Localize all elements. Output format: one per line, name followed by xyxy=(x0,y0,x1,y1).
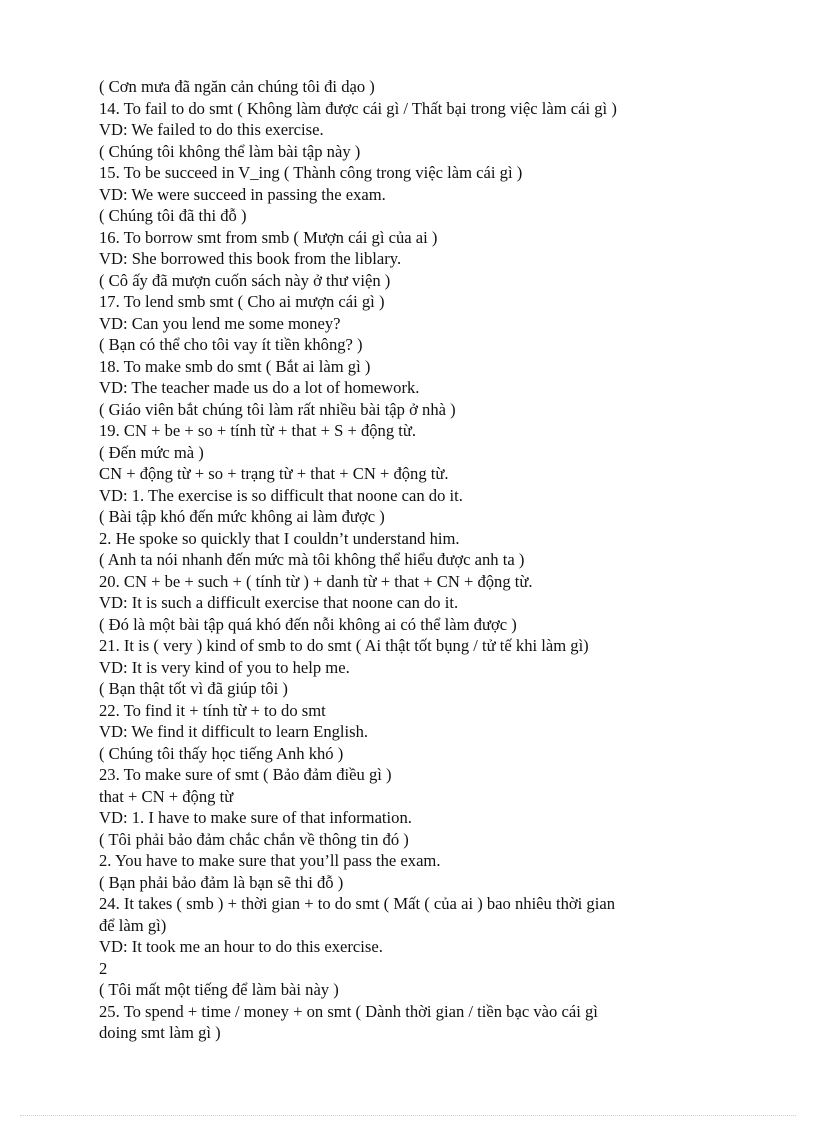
text-line: VD: It is very kind of you to help me. xyxy=(99,657,350,677)
text-line: 21. It is ( very ) kind of smb to do smt ( Ai thật tốt bụng / tử tế khi làm gì) xyxy=(99,636,589,655)
text-line: 16. To borrow smt from smb ( Mượn cái gì của ai ) xyxy=(99,227,438,247)
text-line: ( Tôi mất một tiếng để làm bài này ) xyxy=(99,980,339,999)
text-line: ( Cô ấy đã mượn cuốn sách này ở thư viện ) xyxy=(99,270,391,290)
document-body xyxy=(99,76,739,1044)
page-number: 2 xyxy=(99,958,108,978)
text-line: 19. CN + be + so + tính từ + that + S + động từ. xyxy=(99,421,417,440)
page-bottom-divider xyxy=(20,1115,796,1116)
text-line: ( Bạn có thể cho tôi vay ít tiền không? ) xyxy=(99,335,363,354)
text-line: ( Đó là một bài tập quá khó đến nỗi không ai có thể làm được ) xyxy=(99,614,517,634)
text-line: ( Tôi phải bảo đảm chắc chắn về thông tin đó ) xyxy=(99,829,409,849)
text-line: ( Đến mức mà ) xyxy=(99,442,204,462)
text-line: VD: She borrowed this book from the liblary. xyxy=(99,249,402,268)
text-line: ( Chúng tôi không thể làm bài tập này ) xyxy=(99,141,361,161)
text-line: 18. To make smb do smt ( Bắt ai làm gì ) xyxy=(99,356,371,376)
text-line: ( Bạn phải bảo đảm là bạn sẽ thi đỗ ) xyxy=(99,872,344,892)
text-line: 14. To fail to do smt ( Không làm được cái gì / Thất bại trong việc làm cái gì ) xyxy=(99,98,617,118)
text-line: 25. To spend + time / money + on smt ( Dành thời gian / tiền bạc vào cái gì xyxy=(99,1001,598,1021)
text-line: VD: It took me an hour to do this exercise. xyxy=(99,937,383,956)
text-line: 17. To lend smb smt ( Cho ai mượn cái gì ) xyxy=(99,292,385,311)
text-line: VD: We were succeed in passing the exam. xyxy=(99,184,386,204)
text-line: VD: It is such a difficult exercise that noone can do it. xyxy=(99,593,459,612)
text-line: that + CN + động từ xyxy=(99,786,234,806)
text-line: ( Giáo viên bắt chúng tôi làm rất nhiều bài tập ở nhà ) xyxy=(99,399,456,419)
text-line: 2. He spoke so quickly that I couldn’t understand him. xyxy=(99,528,460,548)
text-line: ( Chúng tôi đã thi đỗ ) xyxy=(99,206,247,225)
text-line: ( Bài tập khó đến mức không ai làm được ) xyxy=(99,507,385,526)
text-line: 2. You have to make sure that you’ll pass the exam. xyxy=(99,851,441,870)
text-line: VD: 1. The exercise is so difficult that noone can do it. xyxy=(99,485,463,505)
text-line: VD: Can you lend me some money? xyxy=(99,313,341,333)
text-line: ( Cơn mưa đã ngăn cản chúng tôi đi dạo ) xyxy=(99,77,375,96)
text-line: 23. To make sure of smt ( Bảo đảm điều gì ) xyxy=(99,765,392,784)
text-line: 22. To find it + tính từ + to do smt xyxy=(99,700,326,720)
text-line: 15. To be succeed in V_ing ( Thành công trong việc làm cái gì ) xyxy=(99,163,523,182)
text-line: CN + động từ + so + trạng từ + that + CN + động từ. xyxy=(99,464,449,483)
text-line: VD: 1. I have to make sure of that information. xyxy=(99,808,412,827)
text-line: ( Chúng tôi thấy học tiếng Anh khó ) xyxy=(99,743,344,763)
text-line: để làm gì) xyxy=(99,915,167,935)
text-line: 20. CN + be + such + ( tính từ ) + danh từ + that + CN + động từ. xyxy=(99,571,533,591)
text-line: 24. It takes ( smb ) + thời gian + to do smt ( Mất ( của ai ) bao nhiêu thời gian xyxy=(99,894,616,913)
text-line: doing smt làm gì ) xyxy=(99,1023,221,1042)
text-line: VD: We find it difficult to learn English. xyxy=(99,722,369,741)
text-line: VD: The teacher made us do a lot of homework. xyxy=(99,378,420,397)
text-line: VD: We failed to do this exercise. xyxy=(99,120,324,139)
text-line: ( Bạn thật tốt vì đã giúp tôi ) xyxy=(99,679,288,698)
text-line: ( Anh ta nói nhanh đến mức mà tôi không thể hiểu được anh ta ) xyxy=(99,550,525,569)
